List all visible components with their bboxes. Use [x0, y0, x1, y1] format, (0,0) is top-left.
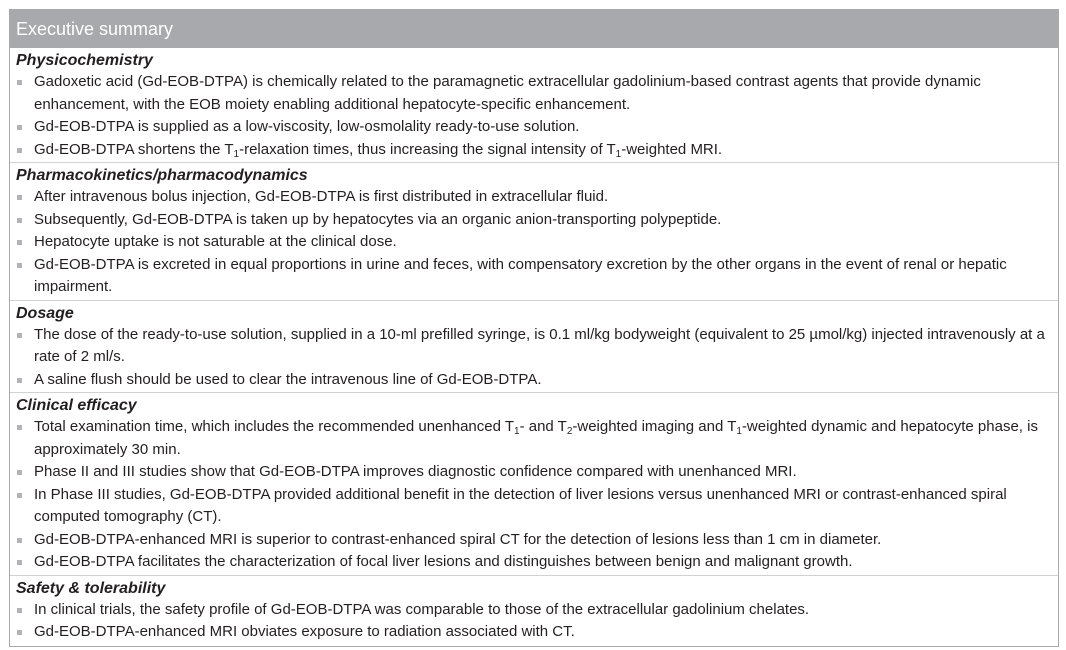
bullet-text: -weighted dynamic and hepatocyte phase, is approximately 30 min.: [34, 418, 1038, 458]
bullet-text: Gd-EOB-DTPA facilitates the characterization of focal liver lesions and distinguishes between benign and malignant growth.: [34, 553, 853, 570]
subscript-text: 1: [736, 426, 742, 437]
section-heading: Physicochemistry: [16, 52, 153, 69]
bullet-text: -weighted imaging and T: [572, 418, 737, 435]
summary-sections: [10, 48, 1058, 645]
bullet-text: - and T: [519, 418, 567, 435]
section-heading: Clinical efficacy: [16, 397, 137, 414]
summary-section: [10, 575, 1058, 645]
bullet-item: [16, 186, 1052, 209]
bullet-text: In Phase III studies, Gd-EOB-DTPA provided additional benefit in the detection of liver lesions versus unenhanced MRI or contrast-enhanced spiral computed tomography (CT).: [34, 485, 1007, 525]
bullet-item: [16, 231, 1052, 254]
square-bullet-icon: [17, 333, 22, 338]
bullet-text: Gd-EOB-DTPA is supplied as a low-viscosity, low-osmolality ready-to-use solution.: [34, 118, 580, 135]
bullet-item: [16, 139, 1052, 162]
summary-title: Executive summary: [10, 10, 1058, 48]
square-bullet-icon: [17, 608, 22, 613]
section-heading: Pharmacokinetics/pharmacodynamics: [16, 167, 308, 184]
bullet-item: [16, 71, 1052, 116]
subscript-text: 1: [615, 148, 622, 160]
bullet-list: [16, 71, 1052, 161]
subscript-text: 2: [566, 426, 573, 437]
square-bullet-icon: [17, 560, 22, 565]
square-bullet-icon: [17, 470, 22, 475]
bullet-item: [16, 621, 1052, 644]
bullet-text: A saline flush should be used to clear the intravenous line of Gd-EOB-DTPA.: [34, 370, 542, 388]
bullet-text: The dose of the ready-to-use solution, supplied in a 10-ml prefilled syringe, is 0.1 ml/kg bodyweight (equivalent to 25 µmol/kg) injected intravenously at a rate of 2 ml/s.: [34, 325, 1045, 365]
bullet-item: [16, 599, 1052, 622]
section-heading: Dosage: [16, 304, 74, 322]
bullet-item: [16, 416, 1052, 461]
square-bullet-icon: [17, 80, 22, 85]
bullet-list: [16, 324, 1052, 392]
summary-section: [10, 162, 1058, 300]
subscript-text: 1: [233, 148, 240, 160]
bullet-item: [16, 324, 1052, 369]
square-bullet-icon: [17, 240, 22, 245]
bullet-text: Gd-EOB-DTPA shortens the T: [34, 140, 234, 158]
bullet-text: Total examination time, which includes the recommended unenhanced T: [34, 418, 514, 435]
bullet-text: In clinical trials, the safety profile of Gd-EOB-DTPA was comparable to those of the extracellular gadolinium chelates.: [34, 600, 810, 618]
bullet-item: [16, 529, 1052, 552]
bullet-text: -weighted MRI.: [621, 140, 723, 158]
bullet-text: Gadoxetic acid (Gd-EOB-DTPA) is chemically related to the paramagnetic extracellular gadolinium-based contrast agents that provide dynamic enhancement, with the EOB moiety enabling additional hepatocyte-specific enhancement.: [34, 73, 981, 113]
bullet-item: [16, 484, 1052, 529]
bullet-item: [16, 551, 1052, 574]
bullet-item: [16, 209, 1052, 232]
bullet-list: [16, 186, 1052, 299]
bullet-text: Phase II and III studies show that Gd-EOB-DTPA improves diagnostic confidence compared with unenhanced MRI.: [34, 463, 797, 480]
bullet-text: Hepatocyte uptake is not saturable at the clinical dose.: [34, 233, 397, 250]
bullet-item: [16, 461, 1052, 484]
bullet-text: -relaxation times, thus increasing the signal intensity of T: [239, 140, 616, 158]
square-bullet-icon: [17, 263, 22, 268]
square-bullet-icon: [17, 195, 22, 200]
square-bullet-icon: [17, 218, 22, 223]
bullet-text: Gd-EOB-DTPA-enhanced MRI obviates exposure to radiation associated with CT.: [34, 623, 575, 640]
bullet-text: Gd-EOB-DTPA-enhanced MRI is superior to contrast-enhanced spiral CT for the detection of lesions less than 1 cm in diameter.: [34, 530, 882, 548]
bullet-item: [16, 254, 1052, 299]
square-bullet-icon: [17, 125, 22, 130]
section-heading: Safety & tolerability: [16, 579, 166, 597]
summary-section: [10, 48, 1058, 162]
square-bullet-icon: [17, 425, 22, 430]
summary-section: [10, 300, 1058, 393]
square-bullet-icon: [17, 538, 22, 543]
bullet-list: [16, 599, 1052, 644]
summary-section: [10, 392, 1058, 575]
bullet-text: Subsequently, Gd-EOB-DTPA is taken up by hepatocytes via an organic anion-transporting polypeptide.: [34, 210, 722, 228]
bullet-text: After intravenous bolus injection, Gd-EOB-DTPA is first distributed in extracellular fluid.: [34, 188, 609, 205]
bullet-item: [16, 369, 1052, 392]
square-bullet-icon: [17, 148, 22, 153]
subscript-text: 1: [514, 426, 520, 437]
bullet-list: [16, 416, 1052, 574]
square-bullet-icon: [17, 630, 22, 635]
bullet-text: Gd-EOB-DTPA is excreted in equal proportions in urine and feces, with compensatory excretion by the other organs in the event of renal or hepatic impairment.: [34, 255, 1007, 295]
executive-summary-box: [9, 9, 1059, 647]
square-bullet-icon: [17, 378, 22, 383]
square-bullet-icon: [17, 493, 22, 498]
bullet-item: [16, 116, 1052, 139]
